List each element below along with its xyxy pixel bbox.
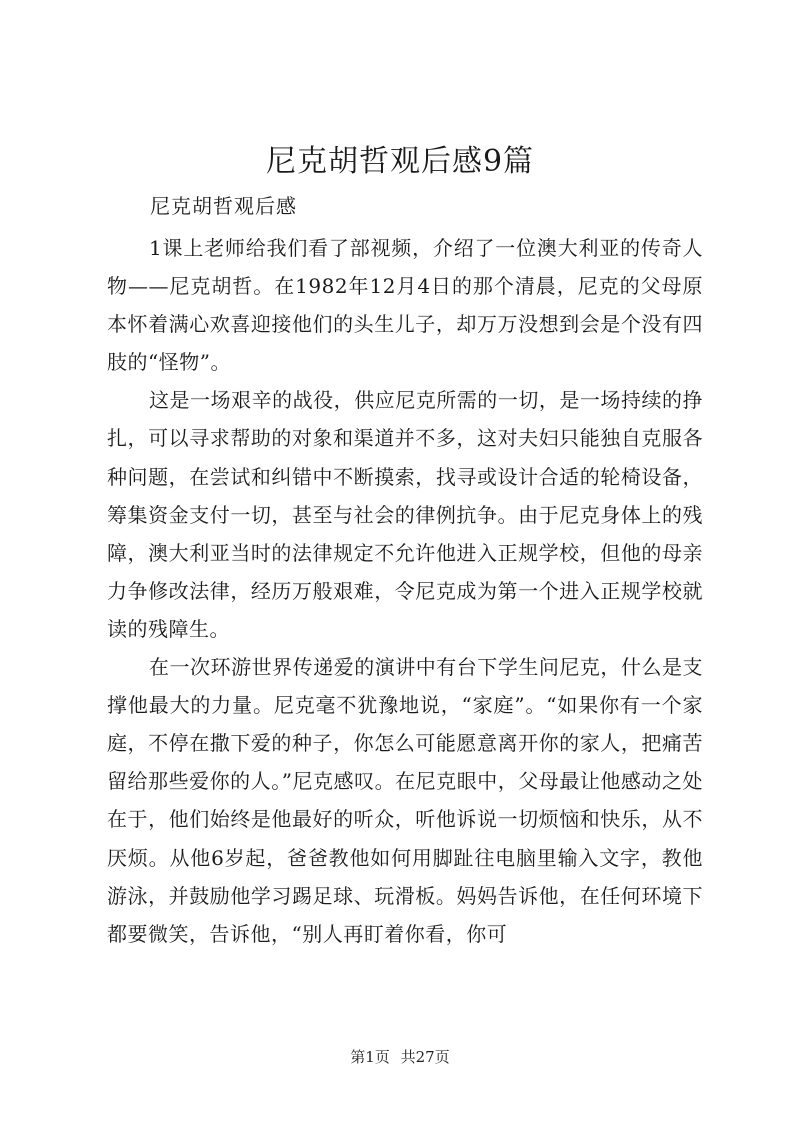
paragraph: 这是一场艰辛的战役，供应尼克所需的一切，是一场持续的挣扎，可以寻求帮助的对象和渠道并不多，这对夫妇只能独自克服各种问题，在尝试和纠错中不断摸索，找寻或设计合适的轮椅设备，筹集资金支付一切，甚至与社会的律例抗争。由于尼克身体上的残障，澳大利亚当时的法律规定不允许他进入正规学校，但他的母亲力争修改法律，经历万般艰难，令尼克成为第一个进入正规学校就读的残障生。 [107,388,703,641]
page-footer [0,1047,800,1067]
document-title: 尼克胡哲观后感9篇 [265,144,535,179]
paragraph: 在一次环游世界传递爱的演讲中有台下学生问尼克，什么是支撑他最大的力量。尼克毫不犹豫地说，“家庭”。“如果你有一个家庭，不停在撒下爱的种子，你怎么可能愿意离开你的家人，把痛苦留给那些爱你的人。”尼克感叹。在尼克眼中，父母最让他感动之处在于，他们始终是他最好的听众，听他诉说一切烦恼和快乐，从不厌烦。从他6岁起，爸爸教他如何用脚趾往电脑里输入文字，教他游泳，并鼓励他学习踢足球、玩滑板。妈妈告诉他，在任何环境下都要微笑，告诉他，“别人再盯着你看，你可 [107,655,703,946]
document-subtitle: 尼克胡哲观后感 [150,194,297,218]
page-total: 共27页 [400,1048,450,1066]
paragraph: 1课上老师给我们看了部视频，介绍了一位澳大利亚的传奇人物——尼克胡哲。在1982年12月4日的那个清晨，尼克的父母原本怀着满心欢喜迎接他们的头生儿子，却万万没想到会是个没有四肢的“怪物”。 [107,236,703,375]
document-body [107,229,703,953]
page-number: 第1页 [350,1048,390,1066]
